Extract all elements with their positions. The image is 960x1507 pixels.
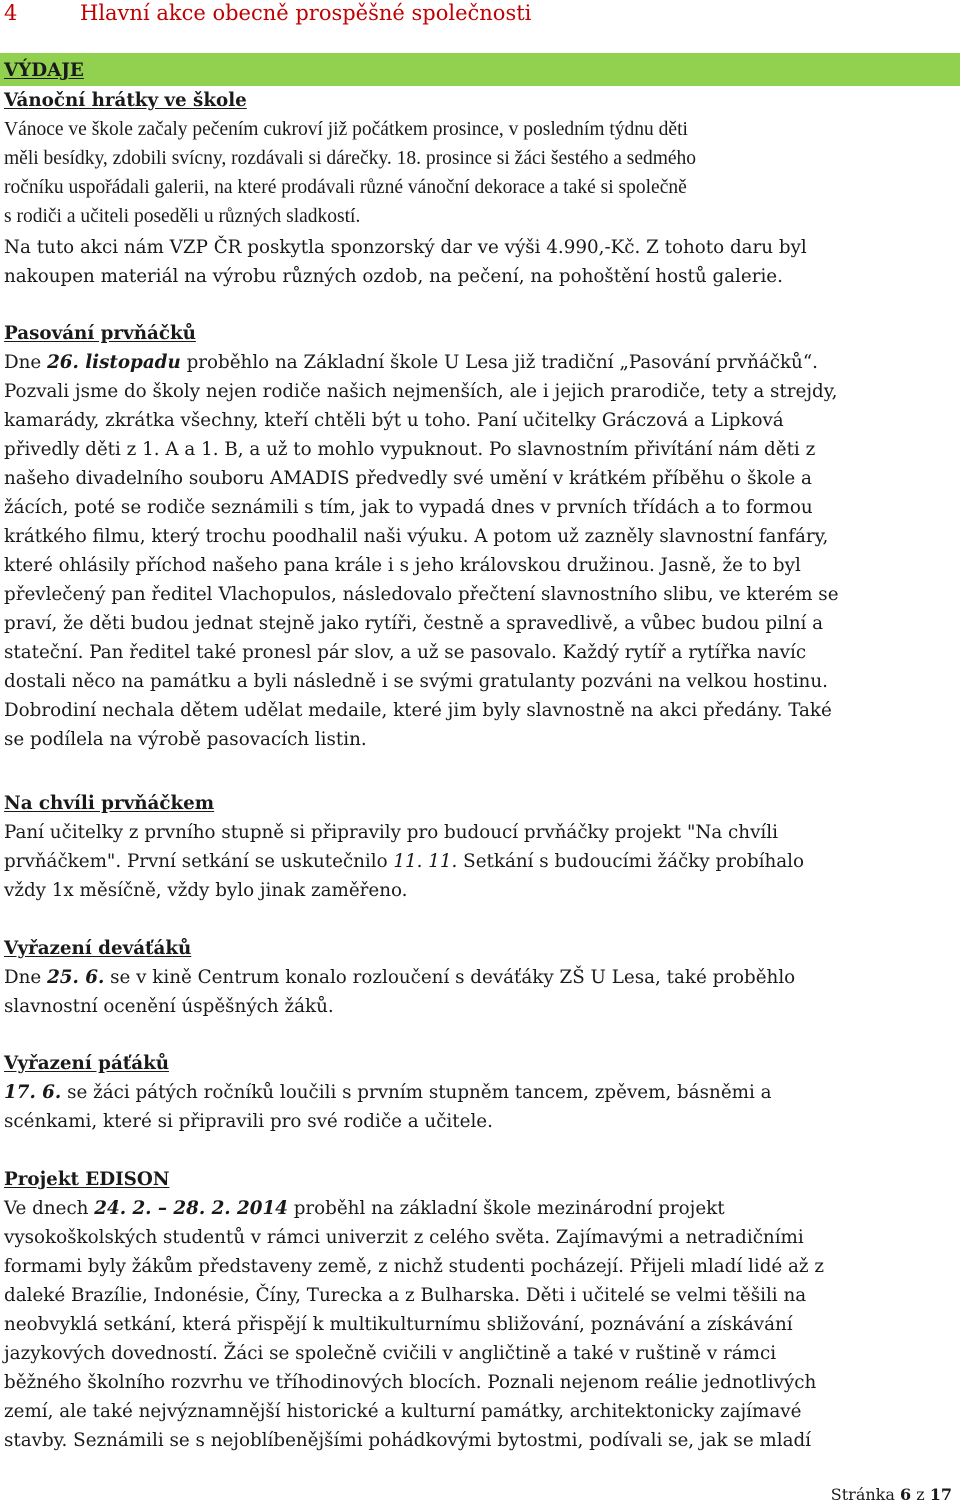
expenses-band: [0, 53, 960, 86]
paragraph-line: [4, 1078, 772, 1107]
event-date: 11. 11.: [393, 851, 458, 872]
paragraph-line: běžného školního rozvrhu ve tříhodinových blocích. Poznali nejenom reálie jednotlivých: [4, 1372, 817, 1393]
text-span: prvňáčkem". První setkání se uskutečnilo: [4, 851, 394, 872]
paragraph-line: s rodiči a učiteli poseděli u různých sladkostí.: [4, 206, 361, 227]
paragraph-line: nakoupen materiál na výrobu různých ozdob, na pečení, na pohoštění hostů galerie.: [4, 266, 783, 287]
paragraph-line: formami byly žákům představeny země, z nichž studenti pocházejí. Přijeli mladí lidé až z: [4, 1256, 825, 1277]
text-span: Ve dnech: [4, 1198, 95, 1219]
footer-prefix: Stránka: [830, 1485, 900, 1504]
paragraph-line: stateční. Pan ředitel také pronesl pár slov, a už se pasovalo. Každý rytíř a rytířka navíc: [4, 642, 807, 663]
event-date: 26. listopadu: [47, 352, 181, 373]
footer-page-total: 17: [929, 1485, 952, 1504]
paragraph-line: jazykových dovedností. Žáci se společně cvičili v angličtině a také v ruštině v rámci: [4, 1343, 777, 1364]
paragraph-line: slavnostní ocenění úspěšných žáků.: [4, 996, 334, 1017]
paragraph-line: Pozvali jsme do školy nejen rodiče našich nejmenších, ale i jejich prarodiče, tety a strejdy,: [4, 381, 838, 402]
text-span: proběhlo na Základní škole U Lesa již tradiční „Pasování prvňáčků“.: [180, 352, 818, 373]
paragraph-line: vždy 1x měsíčně, vždy bylo jinak zaměřeno.: [4, 880, 408, 901]
paragraph-line: Vánoce ve škole začaly pečením cukroví již počátkem prosince, v posledním týdnu děti: [4, 119, 688, 140]
section-heading-pasovani: Pasování prvňáčků: [4, 323, 196, 344]
paragraph-line: stavby. Seznámili se s nejoblíbenějšími pohádkovými bytostmi, podívali se, jak se mladí: [4, 1430, 812, 1451]
section-heading-vanoce: Vánoční hrátky ve škole: [4, 90, 247, 111]
paragraph-line: [4, 847, 804, 876]
paragraph-line: Paní učitelky z prvního stupně si připravily pro budoucí prvňáčky projekt "Na chvíli: [4, 822, 778, 843]
text-span: Dne: [4, 967, 48, 988]
paragraph-line: kamarády, zkrátka všechny, kteří chtěli být u toho. Paní učitelky Gráczová a Lipková: [4, 410, 784, 431]
chapter-title: Hlavní akce obecně prospěšné společnosti: [80, 1, 532, 25]
section-heading-edison: Projekt EDISON: [4, 1169, 170, 1190]
section-heading-pataci: Vyřazení páťáků: [4, 1053, 170, 1074]
text-span: se žáci pátých ročníků loučili s prvním stupněm tancem, zpěvem, básněmi a: [61, 1082, 772, 1103]
event-date: 24. 2. – 28. 2. 2014: [94, 1198, 288, 1219]
paragraph-line: našeho divadelního souboru AMADIS předvedly své umění v krátkém příběhu o škole a: [4, 468, 812, 489]
paragraph-line: přivedly děti z 1. A a 1. B, a už to mohlo vypuknout. Po slavnostním přivítání nám děti z: [4, 439, 816, 460]
text-span: Setkání s budoucími žáčky probíhalo: [457, 851, 805, 872]
paragraph-line: [4, 1194, 725, 1223]
paragraph-line: vysokoškolských studentů v rámci univerzit z celého světa. Zajímavými a netradičními: [4, 1227, 804, 1248]
paragraph-line: zemí, ale také nejvýznamnější historické a kulturní památky, architektonicky zajímavé: [4, 1401, 802, 1422]
text-span: Dne: [4, 352, 48, 373]
paragraph-line: převlečený pan ředitel Vlachopulos, následovalo přečtení slavnostního slibu, ve kterém se: [4, 584, 839, 605]
event-date: 25. 6.: [47, 967, 105, 988]
paragraph-line: Dobrodiní nechala dětem udělat medaile, které jim byly slavnostně na akci předány. Také: [4, 700, 832, 721]
paragraph-line: [4, 963, 795, 992]
footer-page-number: 6: [899, 1485, 912, 1504]
text-span: proběhl na základní škole mezinárodní projekt: [287, 1198, 725, 1219]
chapter-number: 4: [4, 1, 18, 25]
paragraph-line: praví, že děti budou jednat stejně jako rytíři, čestně a spravedlivě, a vůbec budou pilní a: [4, 613, 824, 634]
page-footer: [831, 1484, 952, 1506]
paragraph-line: které ohlásily příchod našeho pana krále i s jeho královskou družinou. Jasně, že to byl: [4, 555, 801, 576]
paragraph-line: dostali něco na památku a byli následně i se svými gratulanty pozváni na velkou hostinu.: [4, 671, 828, 692]
text-span: se v kině Centrum konalo rozloučení s deváťáky ZŠ U Lesa, také proběhlo: [104, 967, 796, 988]
section-heading-chvile: Na chvíli prvňáčkem: [4, 793, 215, 814]
paragraph-line: neobvyklá setkání, která přispějí k multikulturnímu sbližování, poznávání a získávání: [4, 1314, 793, 1335]
paragraph-line: [4, 348, 818, 377]
paragraph-line: žácích, poté se rodiče seznámili s tím, jak to vypadá dnes v prvních třídách a to formou: [4, 497, 813, 518]
paragraph-line: měli besídky, zdobili svícny, rozdávali si dárečky. 18. prosince si žáci šestého a sedmého: [4, 148, 697, 169]
paragraph-line: ročníku uspořádali galerii, na které prodávali různé vánoční dekorace a také si společně: [4, 177, 687, 198]
expenses-label: VÝDAJE: [4, 60, 84, 81]
paragraph-line: se podílela na výrobě pasovacích listin.: [4, 729, 367, 750]
paragraph-line: daleké Brazílie, Indonésie, Číny, Turecka a z Bulharska. Děti i učitelé se velmi těšili na: [4, 1285, 807, 1306]
chapter-heading: [4, 0, 531, 26]
paragraph-line: scénkami, které si připravili pro své rodiče a učitele.: [4, 1111, 493, 1132]
paragraph-line: krátkého filmu, který trochu poodhalil naši výuku. A potom už zazněly slavnostní fanfáry,: [4, 526, 829, 547]
paragraph-line: Na tuto akci nám VZP ČR poskytla sponzorský dar ve výši 4.990,-Kč. Z tohoto daru byl: [4, 237, 807, 258]
event-date: 17. 6.: [4, 1082, 62, 1103]
footer-mid: z: [911, 1485, 930, 1504]
section-heading-devataci: Vyřazení deváťáků: [4, 938, 192, 959]
